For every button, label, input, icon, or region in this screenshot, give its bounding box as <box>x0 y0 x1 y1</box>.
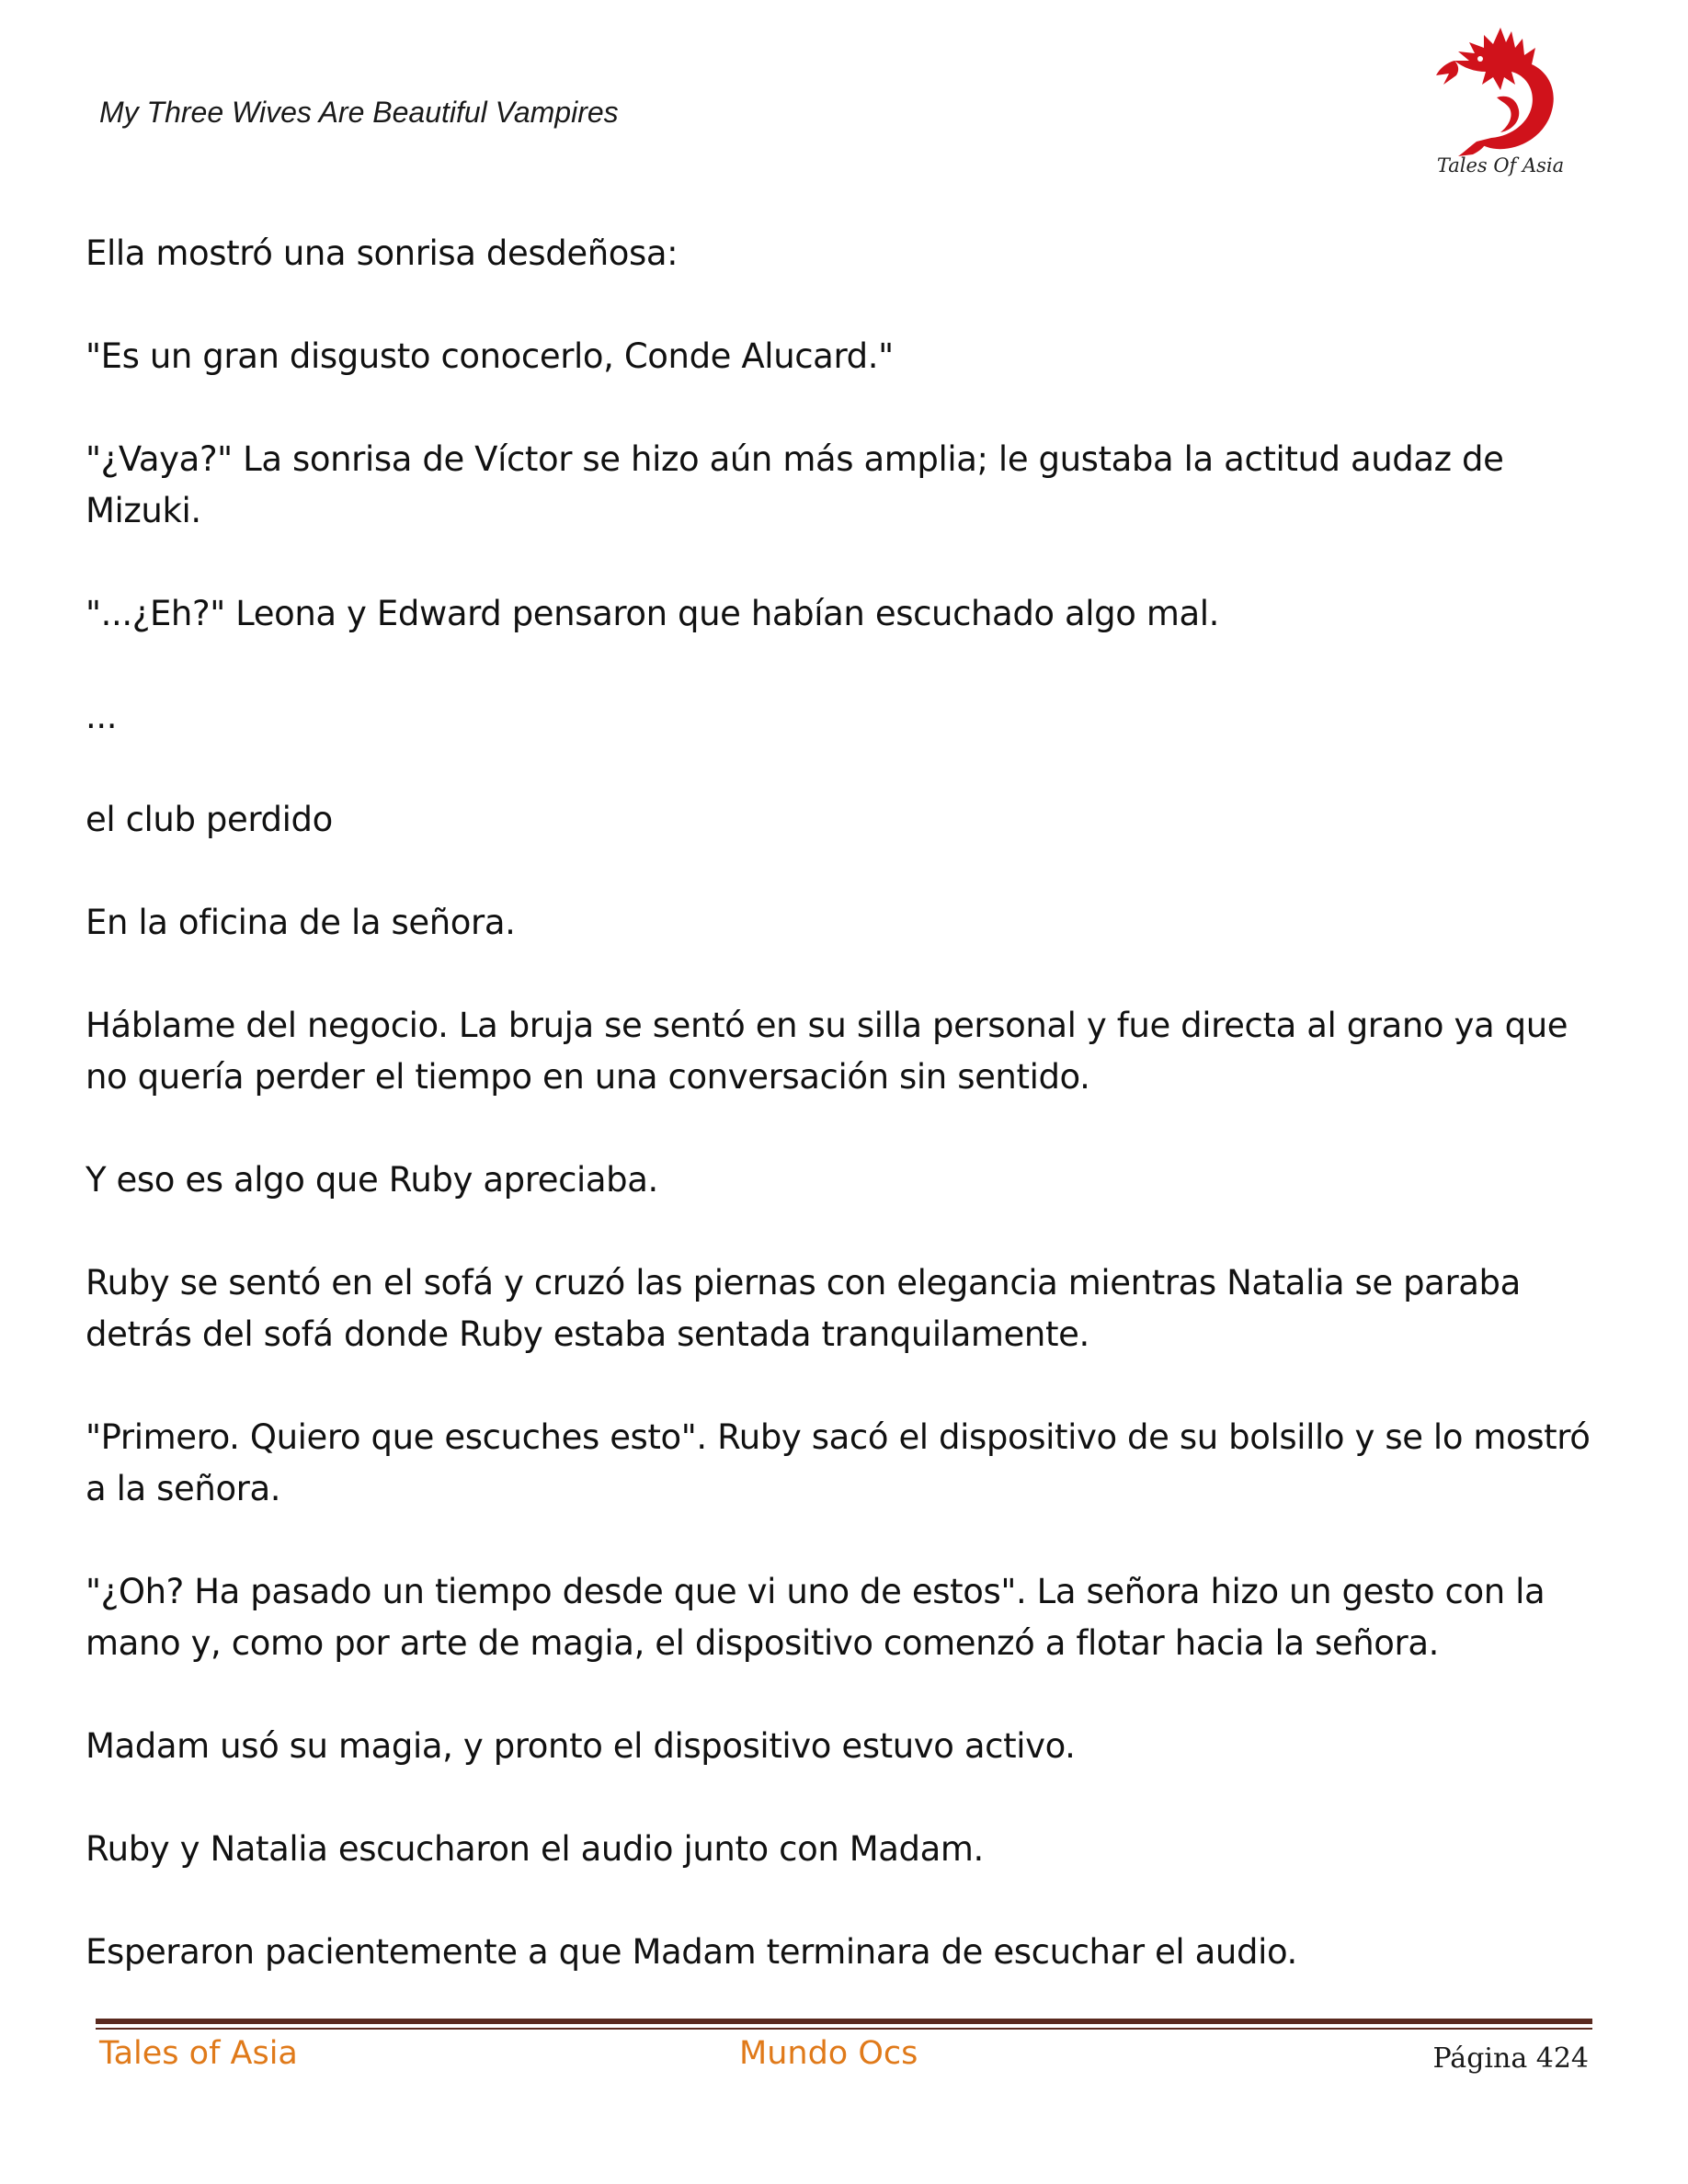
paragraph: Ruby y Natalia escucharon el audio junto con Madam. <box>86 1829 984 1869</box>
dragon-icon <box>1427 20 1574 158</box>
paragraph: el club perdido <box>86 800 333 839</box>
page-number: Página 424 <box>1432 2042 1589 2075</box>
paragraph: Ruby se sentó en el sofá y cruzó las piernas con elegancia mientras Natalia se paraba detrás del sofá donde Ruby estaba sentada tranquilamente. <box>86 1263 1521 1354</box>
header-book-title: My Three Wives Are Beautiful Vampires <box>99 96 619 129</box>
paragraph: Y eso es algo que Ruby apreciaba. <box>86 1160 658 1200</box>
footer-section-name: Mundo Ocs <box>739 2035 918 2072</box>
logo-text: Tales Of Asia <box>1436 154 1565 176</box>
paragraph: En la oficina de la señora. <box>86 903 516 942</box>
paragraph: "Es un gran disgusto conocerlo, Conde Alucard." <box>86 336 894 376</box>
footer-divider-thick <box>96 2019 1592 2024</box>
paragraph: Ella mostró una sonrisa desdeñosa: <box>86 233 679 273</box>
paragraph: "Primero. Quiero que escuches esto". Ruby sacó el dispositivo de su bolsillo y se lo mostró a la señora. <box>86 1417 1591 1508</box>
footer-site-name: Tales of Asia <box>99 2035 298 2072</box>
paragraph: ... <box>86 697 118 736</box>
body-text <box>86 228 1612 2030</box>
paragraph: "¿Oh? Ha pasado un tiempo desde que vi uno de estos". La señora hizo un gesto con la mano y, como por arte de magia, el dispositivo comenzó a flotar hacia la señora. <box>86 1572 1545 1663</box>
paragraph: "¿Vaya?" La sonrisa de Víctor se hizo aún más amplia; le gustaba la actitud audaz de Mizuki. <box>86 439 1504 530</box>
paragraph: "...¿Eh?" Leona y Edward pensaron que habían escuchado algo mal. <box>86 594 1220 633</box>
footer-divider-thin <box>96 2028 1592 2030</box>
tales-of-asia-logo <box>1427 20 1574 186</box>
paragraph: Háblame del negocio. La bruja se sentó en su silla personal y fue directa al grano ya que no quería perder el tiempo en una conversación sin sentido. <box>86 1006 1568 1097</box>
paragraph: Esperaron pacientemente a que Madam terminara de escuchar el audio. <box>86 1932 1297 1972</box>
paragraph: Madam usó su magia, y pronto el dispositivo estuvo activo. <box>86 1726 1076 1766</box>
